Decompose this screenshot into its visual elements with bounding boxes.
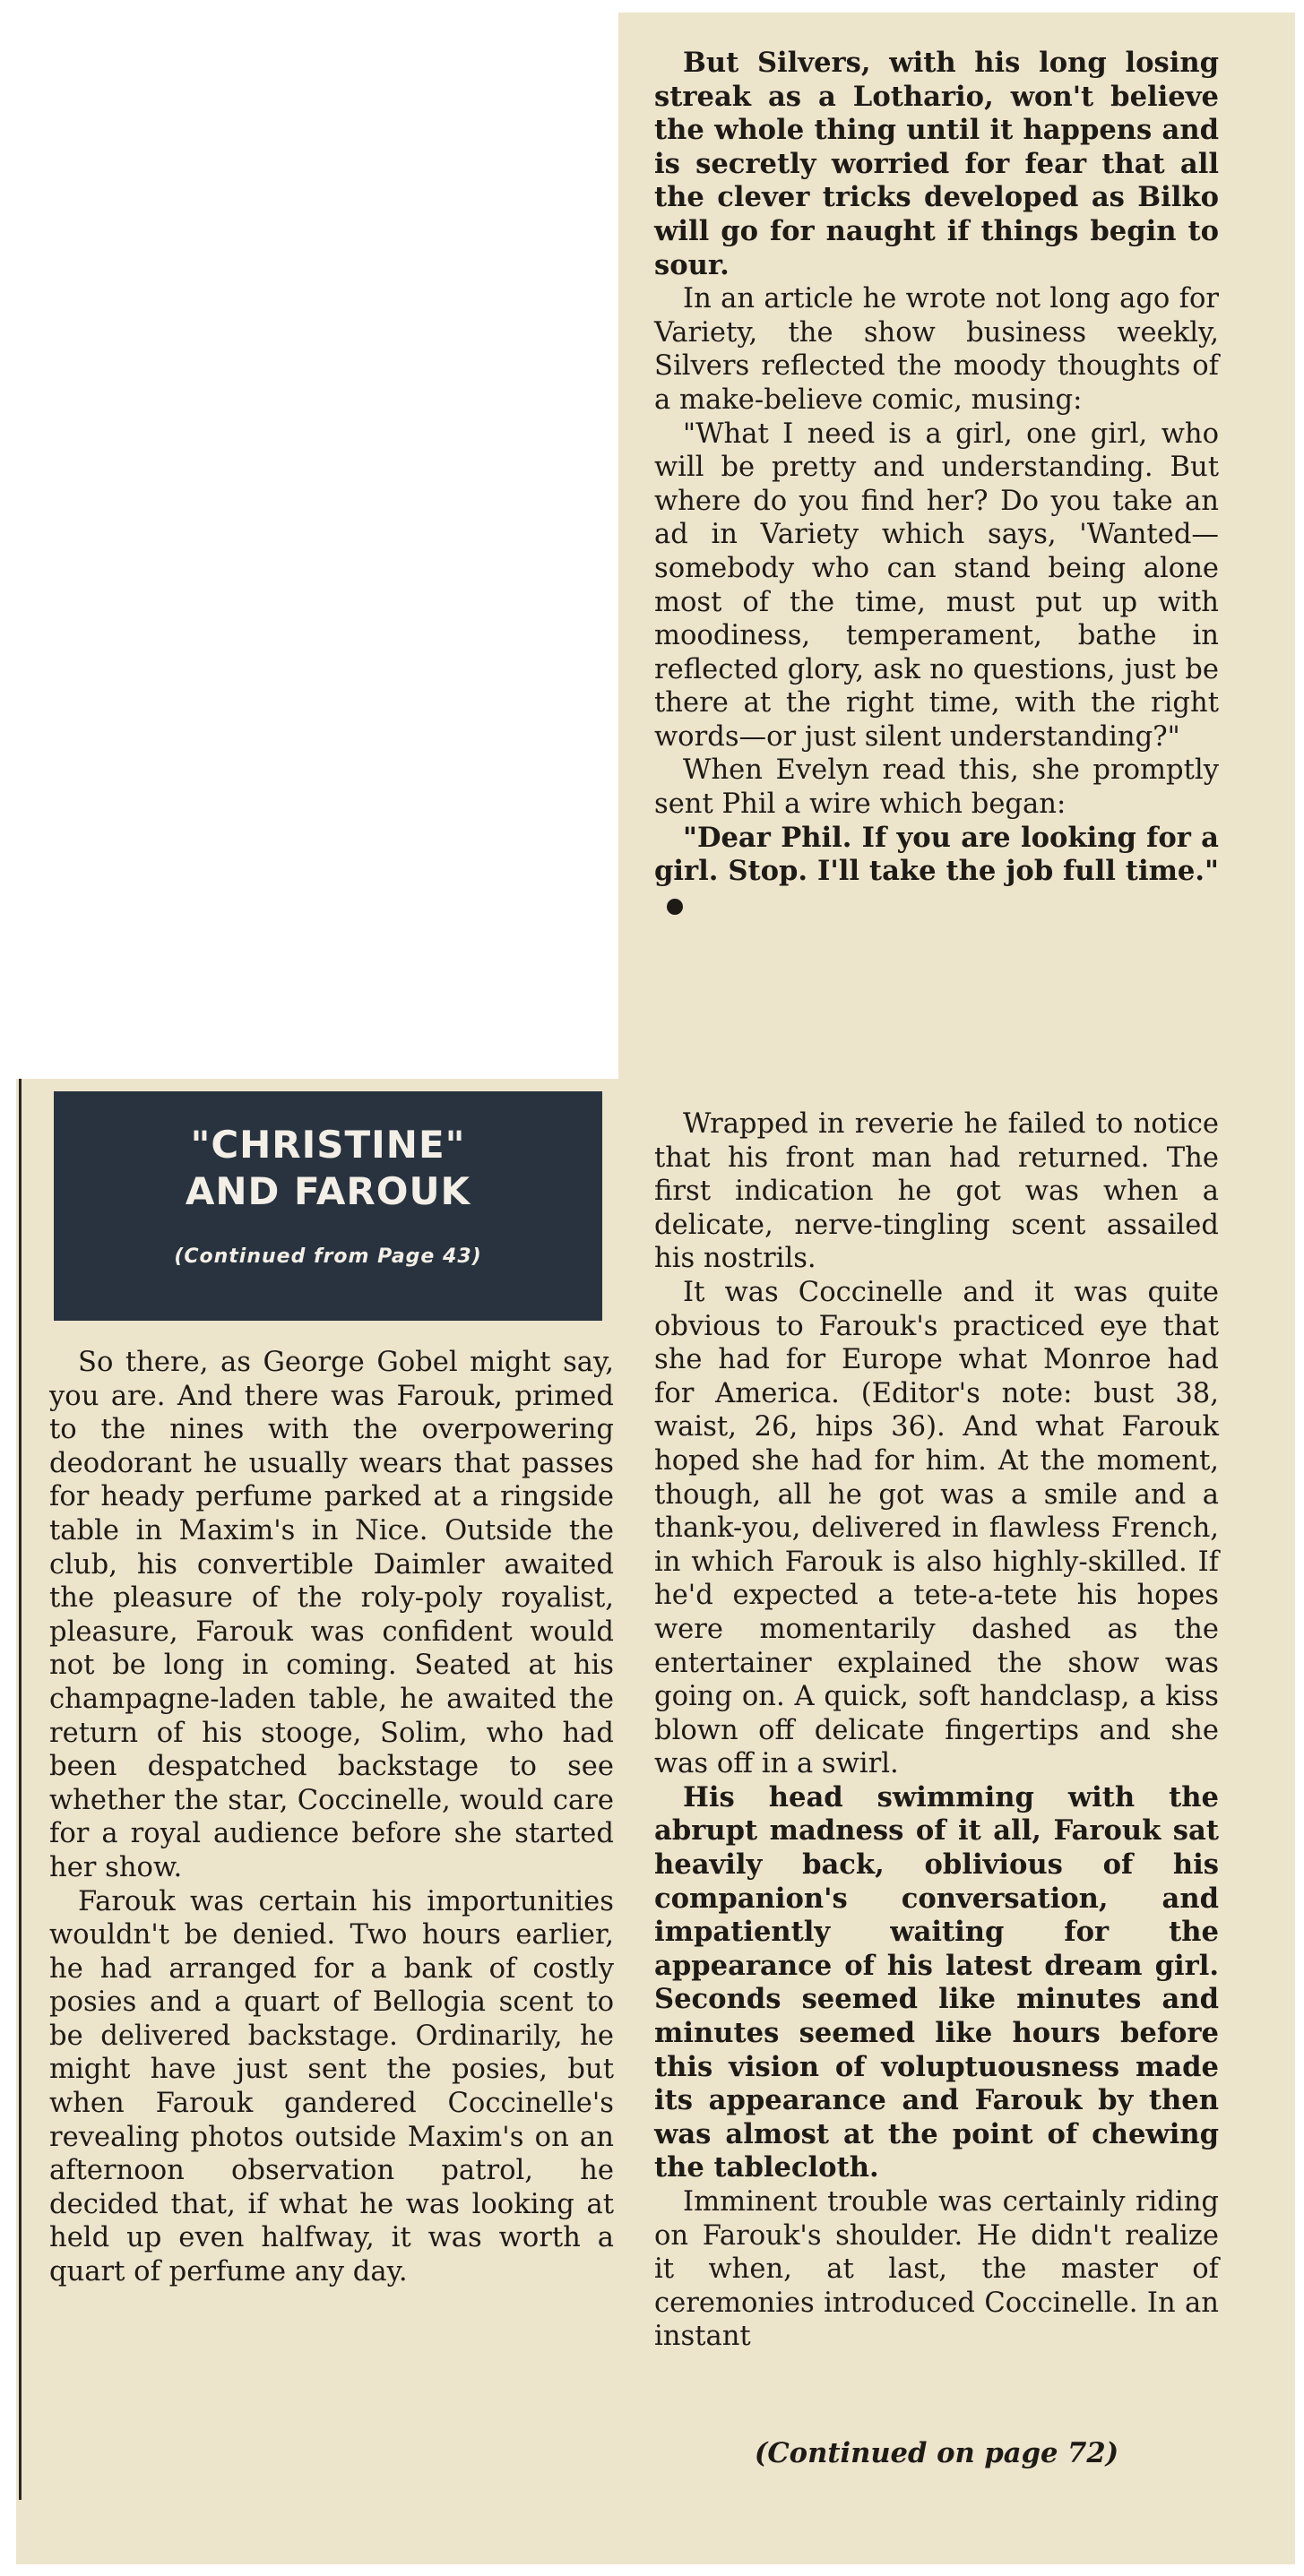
- paragraph: But Silvers, with his long losing streak as a Lothario, won't believe the whole thing until it happens and is secretly worried for fear that all the clever tricks developed as Bilko will go for naught if things begin to sour.: [654, 47, 1219, 281]
- column-right-top: [654, 47, 1219, 922]
- paragraph: So there, as George Gobel might say, you are. And there was Farouk, primed to the nines with the overpowering deodorant he usually wears that passes for heady perfume parked at a ringside table in Maxim's in Nice. Outside the club, his convertible Daimler awaited the pleasure of the roly-poly royalist, pleasure, Farouk was confident would not be long in coming. Seated at his champagne-laden table, he awaited the return of his stooge, Solim, who had been despatched backstage to see whether the star, Coccinelle, would care for a royal audience before she started her show.: [49, 1347, 614, 1883]
- header-continued-from: (Continued from Page 43): [174, 1245, 482, 1268]
- paragraph: "What I need is a girl, one girl, who will be pretty and understanding. But where do you find her? Do you take an ad in Variety which says, 'Wanted—somebody who can stand being alone most of the time, must put up with moodiness, temperament, bathe in reflected glory, ask no questions, just be there at the right time, with the right words—or just silent understanding?": [654, 418, 1219, 753]
- paragraph: Farouk was certain his importunities wouldn't be denied. Two hours earlier, he had arranged for a bank of costly posies and a quart of Bellogia scent to be delivered backstage. Ordinarily, he might have just sent the posies, but when Farouk gandered Coccinelle's revealing photos outside Maxim's on an afternoon observation patrol, he decided that, if what he was looking at held up even halfway, it was worth a quart of perfume any day.: [49, 1885, 614, 2288]
- column-left: [49, 1346, 614, 2289]
- paragraph: In an article he wrote not long ago for Variety, the show business weekly, Silvers reflected the moody thoughts of a make-believe comic, musing:: [654, 283, 1219, 416]
- paragraph: It was Coccinelle and it was quite obvious to Farouk's practiced eye that she had for Europe what Monroe had for America. (Editor's note: bust 38, waist, 26, hips 36). And what Farouk hoped she had for him. At the moment, though, all he got was a smile and a thank-you, delivered in flawless French, in which Farouk is also highly-skilled. If he'd expected a tete-a-tete his hopes were momentarily dashed as the entertainer explained the show was going on. A quick, soft handclasp, a kiss blown off delicate fingertips and she was off in a swirl.: [654, 1276, 1219, 1780]
- left-column-rule: [19, 1079, 22, 2500]
- continued-on-page-note: (Continued on page 72): [754, 2437, 1119, 2469]
- paragraph: His head swimming with the abrupt madness of it all, Farouk sat heavily back, oblivious of his companion's conversation, and impatiently waiting for the appearance of his latest dream girl. Seconds seemed like minutes and minutes seemed like hours before this vision of voluptuousness made its appearance and Farouk by then was almost at the point of chewing the tablecloth.: [654, 1780, 1219, 2184]
- header-title-line2: AND FAROUK: [185, 1169, 471, 1213]
- paragraph: Imminent trouble was certainly riding on Farouk's shoulder. He didn't realize it when, at last, the master of ceremonies introduced Coccinelle. In an instant: [654, 2186, 1219, 2353]
- paragraph: Wrapped in reverie he failed to notice that his front man had returned. The first indication he got was when a delicate, nerve-tingling scent assailed his nostrils.: [654, 1108, 1219, 1275]
- article-header-box: [54, 1091, 602, 1321]
- column-right-bottom: [654, 1107, 1219, 2354]
- header-title-line1: "CHRISTINE": [190, 1123, 466, 1167]
- closing-quote: "Dear Phil. If you are looking for a girl. Stop. I'll take the job full time.": [654, 821, 1219, 888]
- paragraph-closing: [654, 822, 1219, 923]
- paragraph: When Evelyn read this, she promptly sent Phil a wire which began:: [654, 754, 1219, 821]
- end-bullet-icon: [667, 899, 683, 915]
